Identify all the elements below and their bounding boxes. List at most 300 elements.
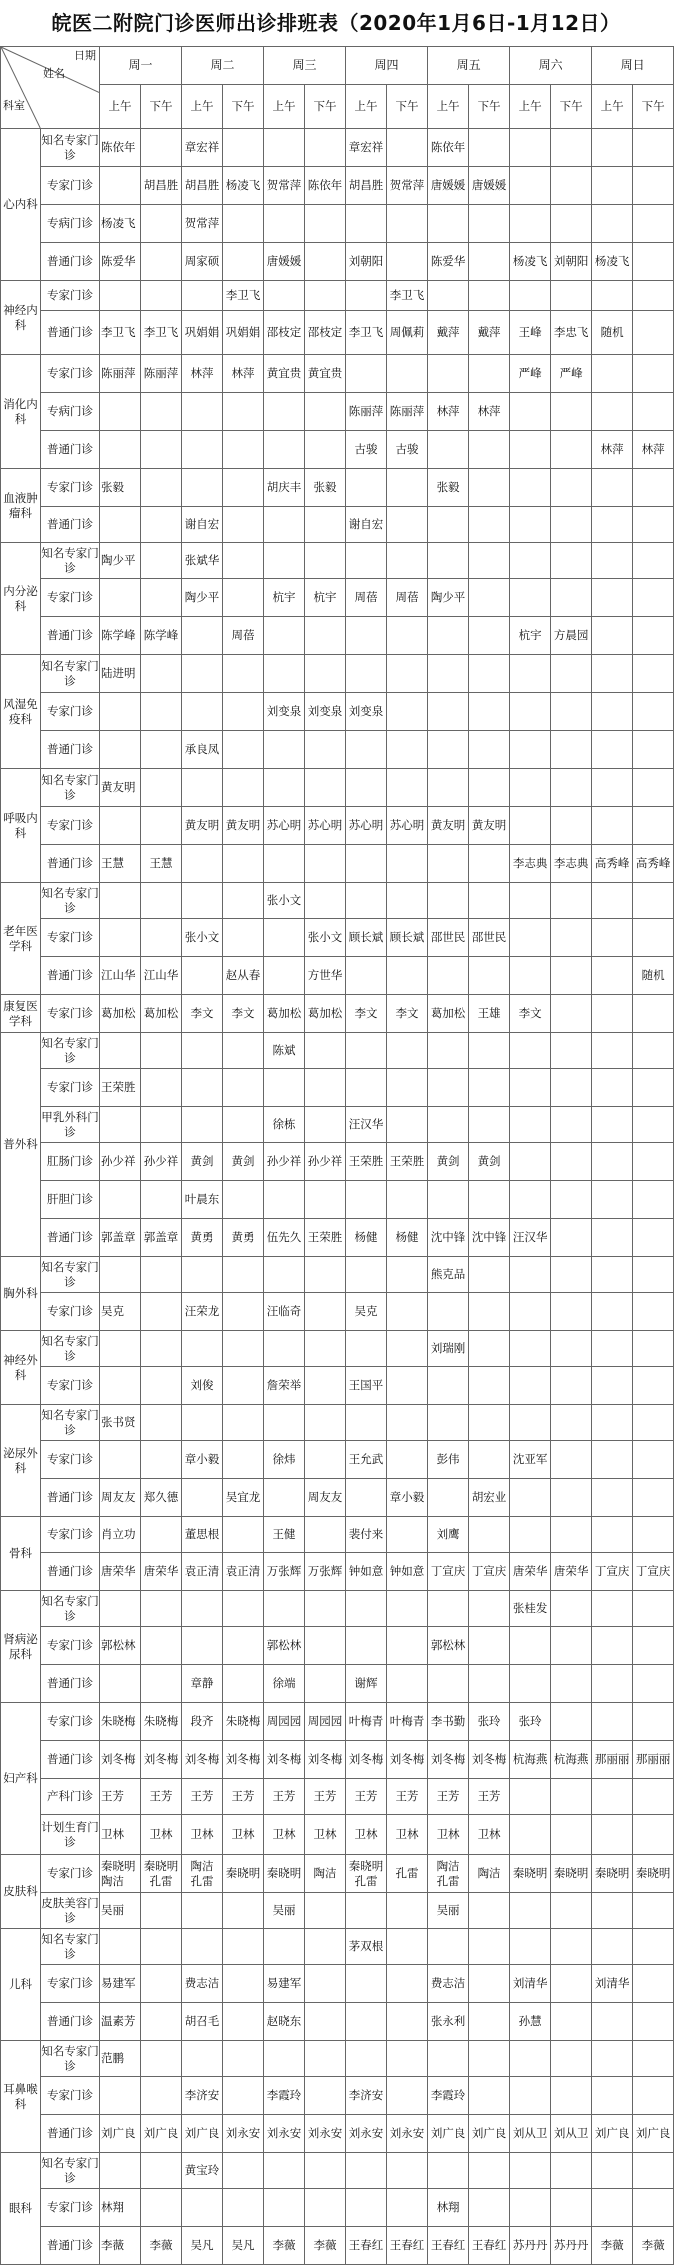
doctor-cell: 李霞玲 <box>428 2077 469 2115</box>
clinic-type: 知名专家门诊 <box>41 2153 100 2189</box>
clinic-type: 知名专家门诊 <box>41 883 100 919</box>
table-row <box>1 1815 674 1855</box>
table-row <box>1 2227 674 2265</box>
doctor-cell <box>551 1779 592 1815</box>
doctor-cell: 刘从卫 <box>551 2115 592 2153</box>
doctor-cell <box>469 769 510 807</box>
doctor-cell: 杨凌飞 <box>510 243 551 281</box>
doctor-cell: 古骏 <box>387 431 428 469</box>
doctor-cell: 黄友明 <box>428 807 469 845</box>
doctor-cell: 刘冬梅 <box>223 1741 264 1779</box>
doctor-cell <box>469 243 510 281</box>
doctor-cell <box>100 167 141 205</box>
doctor-cell <box>387 1331 428 1367</box>
doctor-cell: 严峰 <box>510 355 551 393</box>
doctor-cell: 刘冬梅 <box>305 1741 346 1779</box>
doctor-cell <box>141 1181 182 1219</box>
doctor-cell <box>633 2041 674 2077</box>
clinic-type: 专病门诊 <box>41 205 100 243</box>
doctor-cell <box>510 957 551 995</box>
doctor-cell: 朱晓梅 <box>141 1703 182 1741</box>
doctor-cell <box>305 883 346 919</box>
doctor-cell <box>141 507 182 543</box>
table-row <box>1 167 674 205</box>
day-header: 周五 <box>428 47 510 85</box>
doctor-cell <box>510 167 551 205</box>
doctor-cell <box>592 1257 633 1293</box>
doctor-cell <box>141 919 182 957</box>
doctor-cell <box>223 1107 264 1143</box>
table-row <box>1 355 674 393</box>
doctor-cell <box>264 393 305 431</box>
doctor-cell: 秦晓明 <box>223 1855 264 1893</box>
doctor-cell <box>223 243 264 281</box>
doctor-cell <box>264 1591 305 1627</box>
doctor-cell <box>387 1069 428 1107</box>
doctor-cell <box>551 1965 592 2003</box>
doctor-cell <box>223 1627 264 1665</box>
doctor-cell: 黄剑 <box>223 1143 264 1181</box>
doctor-cell: 杨健 <box>346 1219 387 1257</box>
doctor-cell: 黄友明 <box>100 769 141 807</box>
doctor-cell: 林萍 <box>469 393 510 431</box>
doctor-cell <box>100 2153 141 2189</box>
doctor-cell: 林萍 <box>182 355 223 393</box>
table-row <box>1 617 674 655</box>
table-row <box>1 1741 674 1779</box>
doctor-cell <box>510 469 551 507</box>
clinic-type: 普通门诊 <box>41 1479 100 1517</box>
clinic-type: 肛肠门诊 <box>41 1143 100 1181</box>
clinic-type: 专家门诊 <box>41 995 100 1033</box>
doctor-cell: 茅双根 <box>346 1929 387 1965</box>
doctor-cell <box>592 731 633 769</box>
doctor-cell <box>305 543 346 579</box>
doctor-cell <box>633 355 674 393</box>
doctor-cell: 王雄 <box>469 995 510 1033</box>
doctor-cell: 刘冬梅 <box>346 1741 387 1779</box>
clinic-type: 普通门诊 <box>41 1665 100 1703</box>
doctor-cell <box>182 393 223 431</box>
doctor-cell <box>141 1069 182 1107</box>
doctor-cell: 王荣胜 <box>387 1143 428 1181</box>
doctor-cell <box>223 1965 264 2003</box>
doctor-cell <box>469 205 510 243</box>
doctor-cell <box>592 1627 633 1665</box>
doctor-cell <box>469 655 510 693</box>
doctor-cell <box>141 1257 182 1293</box>
department-name: 耳鼻喉科 <box>1 2041 41 2153</box>
corner-dept-label: 科室 <box>3 99 25 112</box>
doctor-cell: 刘冬梅 <box>141 1741 182 1779</box>
clinic-type: 专家门诊 <box>41 1441 100 1479</box>
doctor-cell <box>387 1181 428 1219</box>
doctor-cell <box>387 1257 428 1293</box>
doctor-cell <box>633 1517 674 1553</box>
doctor-cell <box>346 2189 387 2227</box>
doctor-cell: 袁正清 <box>223 1553 264 1591</box>
doctor-cell: 王春红 <box>469 2227 510 2265</box>
table-row <box>1 1293 674 1331</box>
doctor-cell <box>387 1441 428 1479</box>
doctor-cell <box>305 507 346 543</box>
doctor-cell: 杭宇 <box>264 579 305 617</box>
doctor-cell: 丁宣庆 <box>469 1553 510 1591</box>
doctor-cell <box>633 1069 674 1107</box>
doctor-cell <box>182 1033 223 1069</box>
doctor-cell <box>633 1181 674 1219</box>
doctor-cell <box>428 1665 469 1703</box>
doctor-cell: 李霞玲 <box>264 2077 305 2115</box>
table-row <box>1 311 674 355</box>
doctor-cell: 秦晓明 <box>510 1855 551 1893</box>
doctor-cell <box>633 1367 674 1405</box>
doctor-cell <box>387 469 428 507</box>
doctor-cell <box>264 2189 305 2227</box>
doctor-cell <box>387 957 428 995</box>
doctor-cell <box>387 543 428 579</box>
table-row <box>1 2041 674 2077</box>
doctor-cell <box>346 883 387 919</box>
doctor-cell <box>223 1367 264 1405</box>
doctor-cell <box>551 1405 592 1441</box>
doctor-cell <box>141 2041 182 2077</box>
doctor-cell <box>592 769 633 807</box>
doctor-cell <box>633 1441 674 1479</box>
doctor-cell <box>510 1069 551 1107</box>
doctor-cell: 卫林 <box>387 1815 428 1855</box>
doctor-cell <box>387 693 428 731</box>
doctor-cell: 张小文 <box>305 919 346 957</box>
doctor-cell <box>428 883 469 919</box>
doctor-cell <box>428 2041 469 2077</box>
doctor-cell <box>551 1331 592 1367</box>
doctor-cell: 周蓓 <box>346 579 387 617</box>
doctor-cell <box>633 1257 674 1293</box>
doctor-cell: 胡昌胜 <box>346 167 387 205</box>
doctor-cell <box>264 431 305 469</box>
doctor-cell <box>428 2153 469 2189</box>
doctor-cell <box>592 507 633 543</box>
clinic-type: 专家门诊 <box>41 1069 100 1107</box>
clinic-type: 知名专家门诊 <box>41 1033 100 1069</box>
table-row <box>1 1219 674 1257</box>
doctor-cell <box>633 129 674 167</box>
doctor-cell: 李薇 <box>305 2227 346 2265</box>
table-row <box>1 1703 674 1741</box>
doctor-cell <box>428 355 469 393</box>
doctor-cell: 刘永安 <box>305 2115 346 2153</box>
doctor-cell <box>592 807 633 845</box>
doctor-cell: 唐荣华 <box>551 1553 592 1591</box>
doctor-cell: 王荣胜 <box>305 1219 346 1257</box>
doctor-cell <box>223 2153 264 2189</box>
department-name: 儿科 <box>1 1929 41 2041</box>
doctor-cell: 刘广良 <box>141 2115 182 2153</box>
doctor-cell <box>469 1517 510 1553</box>
doctor-cell <box>387 731 428 769</box>
doctor-cell: 刘变泉 <box>305 693 346 731</box>
doctor-cell <box>551 1219 592 1257</box>
doctor-cell: 王荣胜 <box>100 1069 141 1107</box>
doctor-cell <box>510 431 551 469</box>
doctor-cell <box>551 1703 592 1741</box>
doctor-cell: 李文 <box>182 995 223 1033</box>
doctor-cell: 刘冬梅 <box>264 1741 305 1779</box>
table-row <box>1 1553 674 1591</box>
doctor-cell <box>428 507 469 543</box>
doctor-cell <box>264 205 305 243</box>
doctor-cell <box>428 693 469 731</box>
doctor-cell <box>141 1107 182 1143</box>
doctor-cell <box>346 469 387 507</box>
doctor-cell: 段齐 <box>182 1703 223 1741</box>
table-row <box>1 205 674 243</box>
morning-header: 上午 <box>182 85 223 129</box>
doctor-cell <box>633 769 674 807</box>
doctor-cell: 陶洁 孔雷 <box>182 1855 223 1893</box>
doctor-cell <box>633 1591 674 1627</box>
doctor-cell <box>551 957 592 995</box>
morning-header: 上午 <box>346 85 387 129</box>
doctor-cell <box>346 281 387 311</box>
doctor-cell <box>223 393 264 431</box>
doctor-cell: 吴丽 <box>264 1893 305 1929</box>
doctor-cell <box>223 731 264 769</box>
day-header: 周一 <box>100 47 182 85</box>
doctor-cell <box>223 693 264 731</box>
doctor-cell <box>223 1181 264 1219</box>
afternoon-header: 下午 <box>305 85 346 129</box>
doctor-cell <box>592 543 633 579</box>
doctor-cell: 张书贤 <box>100 1405 141 1441</box>
table-row <box>1 1965 674 2003</box>
clinic-type: 普通门诊 <box>41 507 100 543</box>
doctor-cell <box>592 919 633 957</box>
doctor-cell <box>141 1517 182 1553</box>
doctor-cell <box>510 883 551 919</box>
doctor-cell <box>469 1965 510 2003</box>
doctor-cell: 陶少平 <box>100 543 141 579</box>
doctor-cell: 陶洁 <box>305 1855 346 1893</box>
doctor-cell <box>633 1965 674 2003</box>
table-row <box>1 1441 674 1479</box>
doctor-cell <box>551 129 592 167</box>
table-row <box>1 1855 674 1893</box>
doctor-cell: 赵从春 <box>223 957 264 995</box>
doctor-cell <box>100 1929 141 1965</box>
doctor-cell: 林萍 <box>223 355 264 393</box>
doctor-cell: 卫林 <box>305 1815 346 1855</box>
afternoon-header: 下午 <box>469 85 510 129</box>
doctor-cell: 方晨园 <box>551 617 592 655</box>
doctor-cell <box>305 1033 346 1069</box>
doctor-cell <box>551 769 592 807</box>
doctor-cell <box>305 1367 346 1405</box>
doctor-cell <box>551 507 592 543</box>
doctor-cell: 孙少祥 <box>141 1143 182 1181</box>
doctor-cell <box>223 1517 264 1553</box>
doctor-cell: 刘俊 <box>182 1367 223 1405</box>
doctor-cell <box>551 1107 592 1143</box>
doctor-cell <box>387 845 428 883</box>
doctor-cell: 葛加松 <box>100 995 141 1033</box>
doctor-cell: 刘瑞刚 <box>428 1331 469 1367</box>
doctor-cell: 叶梅青 <box>346 1703 387 1741</box>
clinic-type: 知名专家门诊 <box>41 543 100 579</box>
doctor-cell <box>551 205 592 243</box>
doctor-cell <box>223 2077 264 2115</box>
doctor-cell: 叶晨东 <box>182 1181 223 1219</box>
doctor-cell <box>346 617 387 655</box>
doctor-cell: 黄勇 <box>182 1219 223 1257</box>
doctor-cell <box>633 2189 674 2227</box>
table-row <box>1 1779 674 1815</box>
doctor-cell <box>387 2003 428 2041</box>
clinic-type: 知名专家门诊 <box>41 769 100 807</box>
doctor-cell <box>305 1405 346 1441</box>
clinic-type: 专家门诊 <box>41 1703 100 1741</box>
doctor-cell: 苏丹丹 <box>551 2227 592 2265</box>
doctor-cell <box>141 1665 182 1703</box>
table-row <box>1 1107 674 1143</box>
doctor-cell <box>469 1033 510 1069</box>
doctor-cell: 刘冬梅 <box>387 1741 428 1779</box>
afternoon-header: 下午 <box>551 85 592 129</box>
doctor-cell: 费志洁 <box>182 1965 223 2003</box>
doctor-cell <box>592 1441 633 1479</box>
doctor-cell: 万张辉 <box>305 1553 346 1591</box>
doctor-cell: 汪临奇 <box>264 1293 305 1331</box>
doctor-cell <box>387 1627 428 1665</box>
doctor-cell: 汪汉华 <box>510 1219 551 1257</box>
doctor-cell: 周佩莉 <box>387 311 428 355</box>
department-name: 神经内科 <box>1 281 41 355</box>
doctor-cell <box>305 393 346 431</box>
table-row <box>1 1181 674 1219</box>
doctor-cell: 卫林 <box>264 1815 305 1855</box>
doctor-cell <box>182 1107 223 1143</box>
doctor-cell: 高秀峰 <box>592 845 633 883</box>
doctor-cell <box>469 2041 510 2077</box>
doctor-cell: 郭松林 <box>264 1627 305 1665</box>
doctor-cell: 李志典 <box>551 845 592 883</box>
clinic-type: 甲乳外科门诊 <box>41 1107 100 1143</box>
doctor-cell <box>551 2003 592 2041</box>
doctor-cell <box>428 1107 469 1143</box>
department-name: 风湿免疫科 <box>1 655 41 769</box>
table-row <box>1 579 674 617</box>
doctor-cell <box>633 1479 674 1517</box>
doctor-cell <box>633 807 674 845</box>
doctor-cell: 卫林 <box>469 1815 510 1855</box>
doctor-cell: 卫林 <box>100 1815 141 1855</box>
doctor-cell <box>305 617 346 655</box>
doctor-cell <box>551 1479 592 1517</box>
doctor-cell <box>551 807 592 845</box>
doctor-cell <box>469 129 510 167</box>
doctor-cell <box>469 1107 510 1143</box>
doctor-cell <box>346 1033 387 1069</box>
doctor-cell <box>387 2041 428 2077</box>
doctor-cell <box>469 1331 510 1367</box>
doctor-cell <box>182 469 223 507</box>
doctor-cell <box>469 1591 510 1627</box>
doctor-cell <box>469 2003 510 2041</box>
doctor-cell <box>182 1893 223 1929</box>
doctor-cell: 杭宇 <box>510 617 551 655</box>
doctor-cell: 詹荣举 <box>264 1367 305 1405</box>
doctor-cell <box>510 2041 551 2077</box>
doctor-cell <box>264 543 305 579</box>
department-name: 眼科 <box>1 2153 41 2265</box>
doctor-cell <box>469 1665 510 1703</box>
clinic-type: 专家门诊 <box>41 1855 100 1893</box>
doctor-cell <box>428 957 469 995</box>
doctor-cell <box>510 393 551 431</box>
doctor-cell: 杨凌飞 <box>100 205 141 243</box>
doctor-cell <box>182 769 223 807</box>
table-row <box>1 2077 674 2115</box>
doctor-cell <box>223 845 264 883</box>
doctor-cell <box>633 205 674 243</box>
table-row <box>1 731 674 769</box>
corner-header <box>1 47 100 129</box>
doctor-cell: 秦晓明 孔雷 <box>141 1855 182 1893</box>
doctor-cell: 刘广良 <box>469 2115 510 2153</box>
doctor-cell: 杭海燕 <box>510 1741 551 1779</box>
doctor-cell <box>100 1441 141 1479</box>
doctor-cell <box>182 1069 223 1107</box>
doctor-cell <box>592 1591 633 1627</box>
doctor-cell: 杨凌飞 <box>592 243 633 281</box>
doctor-cell <box>100 281 141 311</box>
table-row <box>1 1331 674 1367</box>
doctor-cell <box>141 2153 182 2189</box>
doctor-cell: 陈依年 <box>428 129 469 167</box>
doctor-cell <box>264 1181 305 1219</box>
clinic-type: 皮肤美容门诊 <box>41 1893 100 1929</box>
doctor-cell <box>469 1627 510 1665</box>
doctor-cell <box>346 1069 387 1107</box>
doctor-cell: 沈中锋 <box>428 1219 469 1257</box>
doctor-cell <box>346 845 387 883</box>
doctor-cell <box>264 919 305 957</box>
doctor-cell: 唐媛媛 <box>428 167 469 205</box>
doctor-cell <box>182 2041 223 2077</box>
doctor-cell: 易建军 <box>100 1965 141 2003</box>
doctor-cell <box>141 1441 182 1479</box>
doctor-cell <box>510 1779 551 1815</box>
doctor-cell <box>182 281 223 311</box>
doctor-cell <box>100 1033 141 1069</box>
morning-header: 上午 <box>100 85 141 129</box>
doctor-cell <box>141 1405 182 1441</box>
doctor-cell: 张毅 <box>428 469 469 507</box>
doctor-cell <box>305 731 346 769</box>
doctor-cell: 王国平 <box>346 1367 387 1405</box>
doctor-cell: 秦晓明 <box>264 1855 305 1893</box>
doctor-cell: 苏心明 <box>346 807 387 845</box>
doctor-cell <box>305 2003 346 2041</box>
doctor-cell: 林萍 <box>633 431 674 469</box>
doctor-cell <box>469 957 510 995</box>
doctor-cell <box>223 655 264 693</box>
doctor-cell <box>592 1405 633 1441</box>
doctor-cell <box>305 1591 346 1627</box>
doctor-cell <box>510 1627 551 1665</box>
doctor-cell: 林萍 <box>592 431 633 469</box>
